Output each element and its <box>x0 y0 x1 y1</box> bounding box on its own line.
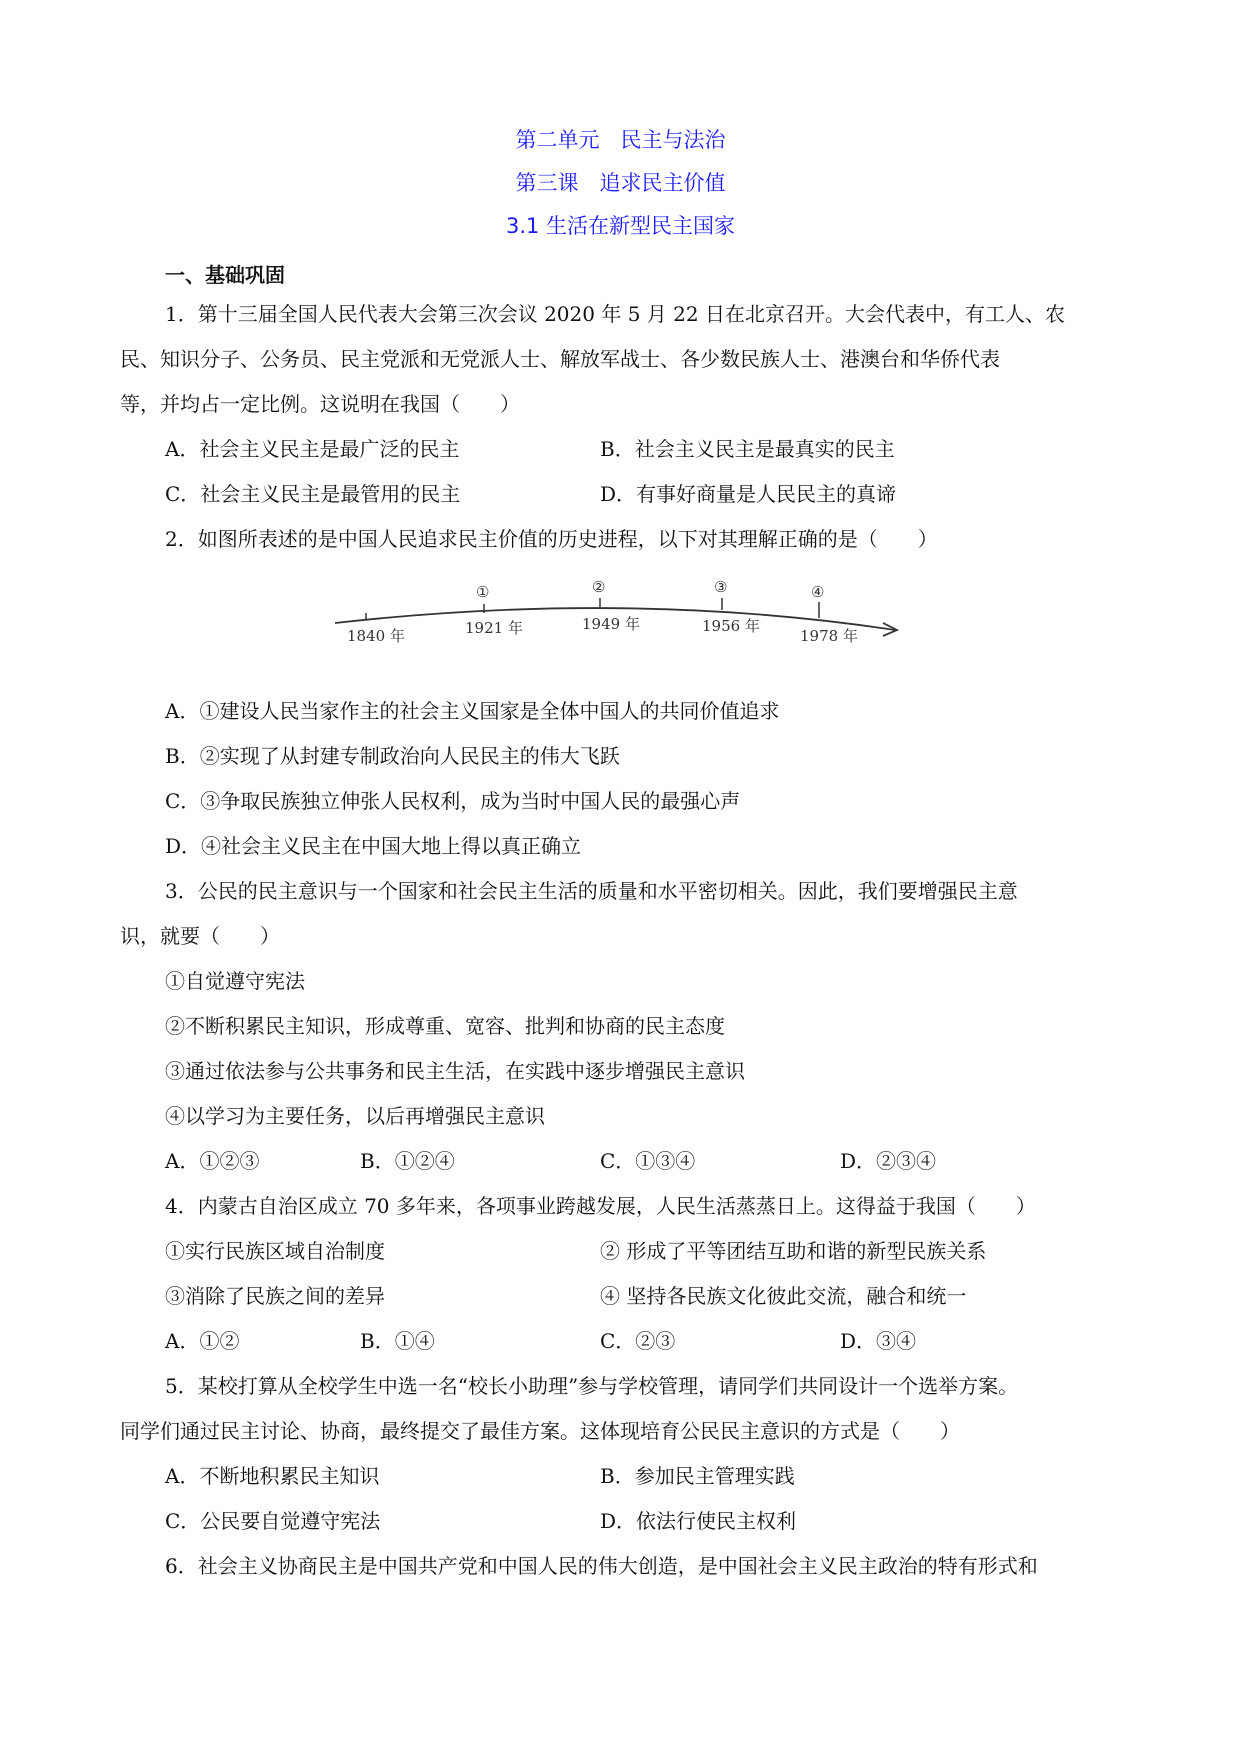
q1-option-b: B．社会主义民主是最真实的民主 <box>600 437 895 461</box>
q3-item-3: ③通过依法参与公共事务和民主生活，在实践中逐步增强民主意识 <box>165 1059 745 1083</box>
q4-item-1: ①实行民族区域自治制度 <box>165 1239 385 1263</box>
q1-option-d: D．有事好商量是人民民主的真谛 <box>600 482 897 506</box>
q4-option-b: B．①④ <box>360 1329 435 1353</box>
q5-option-c: C．公民要自觉遵守宪法 <box>165 1509 381 1533</box>
q5-option-d: D．依法行使民主权利 <box>600 1509 797 1533</box>
unit-title: 第二单元 民主与法治 <box>515 128 726 152</box>
year-1921: 1921 年 <box>465 619 523 637</box>
q5-option-b: B．参加民主管理实践 <box>600 1464 795 1488</box>
section-title: 3.1 生活在新型民主国家 <box>505 214 736 238</box>
q3-item-4: ④以学习为主要任务，以后再增强民主意识 <box>165 1104 545 1128</box>
q4-item-3: ③消除了民族之间的差异 <box>165 1284 385 1308</box>
q2-option-d: D．④社会主义民主在中国大地上得以真正确立 <box>165 834 582 858</box>
q5-option-a: A．不断地积累民主知识 <box>165 1464 380 1488</box>
marker-1: ① <box>476 583 490 601</box>
year-1978: 1978 年 <box>800 627 858 645</box>
q1-line-2: 民、知识分子、公务员、民主党派和无党派人士、解放军战士、各少数民族人士、港澳台和华侨代表 <box>120 347 1000 371</box>
year-1949: 1949 年 <box>582 615 640 633</box>
q3-option-c: C．①③④ <box>600 1149 696 1173</box>
lesson-title: 第三课 追求民主价值 <box>515 171 726 195</box>
q4-item-4: ④ 坚持各民族文化彼此交流，融合和统一 <box>600 1284 967 1308</box>
q1-option-c: C．社会主义民主是最管用的民主 <box>165 482 461 506</box>
marker-3: ③ <box>714 580 728 596</box>
q4-stem: 4．内蒙古自治区成立 70 多年来，各项事业跨越发展，人民生活蒸蒸日上。这得益于我国（ ） <box>165 1194 1036 1218</box>
q6-line-1: 6．社会主义协商民主是中国共产党和中国人民的伟大创造，是中国社会主义民主政治的特有形式和 <box>165 1554 1038 1578</box>
q2-option-b: B．②实现了从封建专制政治向人民民主的伟大飞跃 <box>165 744 620 768</box>
q4-option-c: C．②③ <box>600 1329 676 1353</box>
q2-option-a: A．①建设人民当家作主的社会主义国家是全体中国人的共同价值追求 <box>165 699 780 723</box>
q3-line-1: 3．公民的民主意识与一个国家和社会民主生活的质量和水平密切相关。因此，我们要增强民主意 <box>165 879 1018 903</box>
part-title: 一、基础巩固 <box>165 263 285 287</box>
q3-item-2: ②不断积累民主知识，形成尊重、宽容、批判和协商的民主态度 <box>165 1014 725 1038</box>
q2-stem: 2．如图所表述的是中国人民追求民主价值的历史进程，以下对其理解正确的是（ ） <box>165 527 938 551</box>
q2-option-c: C．③争取民族独立伸张人民权利，成为当时中国人民的最强心声 <box>165 789 741 813</box>
q3-option-a: A．①②③ <box>165 1149 260 1173</box>
q4-option-a: A．①② <box>165 1329 240 1353</box>
q4-option-d: D．③④ <box>840 1329 917 1353</box>
marker-2: ② <box>592 580 606 596</box>
q3-item-1: ①自觉遵守宪法 <box>165 969 305 993</box>
history-timeline <box>330 580 930 660</box>
year-1840: 1840 年 <box>347 627 405 645</box>
q3-line-2: 识，就要（ ） <box>120 924 280 948</box>
q1-line-3: 等，并均占一定比例。这说明在我国（ ） <box>120 392 520 416</box>
q5-line-2: 同学们通过民主讨论、协商，最终提交了最佳方案。这体现培育公民民主意识的方式是（ ） <box>120 1419 960 1443</box>
q1-option-a: A．社会主义民主是最广泛的民主 <box>165 437 460 461</box>
q5-line-1: 5．某校打算从全校学生中选一名“校长小助理”参与学校管理，请同学们共同设计一个选举方案。 <box>165 1374 1019 1398</box>
q4-item-2: ② 形成了平等团结互助和谐的新型民族关系 <box>600 1239 987 1263</box>
year-1956: 1956 年 <box>702 617 760 635</box>
q1-line-1: 1．第十三届全国人民代表大会第三次会议 2020 年 5 月 22 日在北京召开。大会代表中，有工人、农 <box>165 302 1065 326</box>
q3-option-d: D．②③④ <box>840 1149 937 1173</box>
marker-4: ④ <box>811 583 825 601</box>
q3-option-b: B．①②④ <box>360 1149 455 1173</box>
